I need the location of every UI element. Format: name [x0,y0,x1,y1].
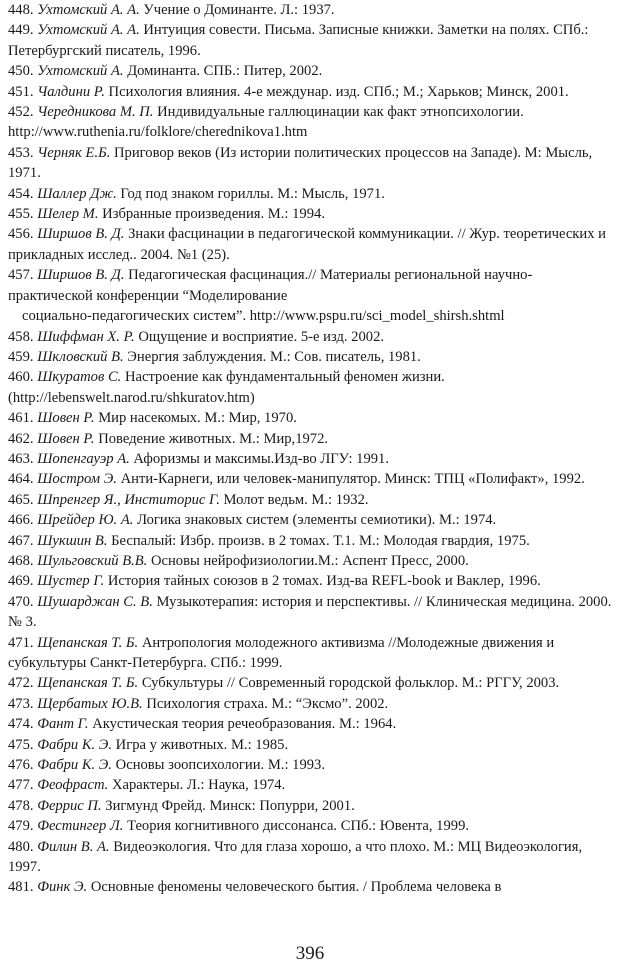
entry-author: Чередникова М. П. [37,104,154,121]
entry-author: Шелер М. [37,206,99,223]
entry-number: 457. [8,267,34,284]
bibliography-entry [8,775,612,795]
entry-author: Черняк Е.Б. [37,144,111,161]
entry-author: Филин В. А. [37,838,110,855]
entry-number: 462. [8,430,34,447]
entry-number: 473. [8,695,34,712]
bibliography-entry [8,184,612,204]
entry-author: Шаллер Дж. [37,185,117,202]
bibliography-entry [8,469,612,489]
entry-number: 448. [8,2,34,18]
entry-author: Шкуратов С. [37,369,122,386]
entry-text: Поведение животных. М.: Мир,1972. [98,430,329,447]
entry-number: 452. [8,104,34,121]
entry-author: Шкловский В. [37,348,124,365]
entry-number: 471. [8,634,34,651]
page-number: 396 [295,943,325,964]
entry-number: 459. [8,348,34,365]
entry-author: Финк Э. [37,879,88,896]
entry-text: Афоризмы и максимы.Изд-во ЛГУ: 1991. [133,450,389,467]
entry-text: Молот ведьм. М.: 1932. [223,491,369,508]
entry-number: 480. [8,838,34,855]
entry-number: 481. [8,879,34,896]
entry-author: Шустер Г. [37,573,105,590]
entry-text: Психология страха. М.: “Эксмо”. 2002. [146,695,389,712]
bibliography-entry [8,755,612,775]
entry-number: 453. [8,144,34,161]
entry-author: Фестингер Л. [37,818,124,835]
entry-number: 474. [8,716,34,733]
entry-author: Ширшов В. Д. [37,226,125,243]
entry-text: Музыкотерапия: история и перспективы. // Клиническая медицина. 2000. № 3. [8,593,612,631]
entry-number: 467. [8,532,34,549]
bibliography-entry [8,429,612,449]
entry-text: Антропология молодежного активизма //Молодежные движения и субкультуры Санкт-Петербурга. СПб.: 1999. [8,634,555,671]
entry-text: Интуиция совести. Письма. Записные книжки. Заметки на полях. СПб.: Петербургский писатель, 1996. [8,22,589,59]
bibliography-entry [8,143,612,184]
bibliography-entry [8,224,612,265]
entry-number: 478. [8,797,34,814]
entry-author: Шрейдер Ю. А. [37,512,134,529]
entry-author: Шушарджан С. В. [37,593,153,610]
entry-text: Учение о Доминанте. Л.: 1937. [143,2,335,18]
bibliography-entry [8,408,612,428]
entry-author: Фабри К. Э. [37,736,113,753]
entry-text: История тайных союзов в 2 томах. Изд-ва REFL-book и Ваклер, 1996. [107,573,541,590]
bibliography-entry [8,877,612,897]
entry-text: Основные феномены человеческого бытия. / Проблема человека в [90,879,502,896]
entry-author: Шовен Р. [37,430,95,447]
entry-text: Видеоэкология. Что для глаза хорошо, а что плохо. М.: МЦ Видеоэкология, 1997. [8,838,583,876]
entry-text: Акустическая теория речеобразования. М.: 1964. [92,716,397,733]
entry-author: Шовен Р. [37,410,95,427]
bibliography-entry [8,592,612,633]
entry-text: Основы зоопсихологии. М.: 1993. [115,757,326,774]
entry-number: 472. [8,675,34,692]
entry-author: Феофраст. [37,777,109,794]
entry-number: 455. [8,206,34,223]
entry-author: Ухтомский А. [37,63,124,80]
entry-number: 468. [8,552,34,569]
bibliography-list [8,0,612,898]
entry-text: Ощущение и восприятие. 5-е изд. 2002. [138,328,385,345]
entry-text: Логика знаковых систем (элементы семиотики). М.: 1974. [137,512,497,529]
bibliography-entry [8,816,612,836]
bibliography-entry [8,510,612,530]
bibliography-entry [8,367,612,408]
bibliography-entry [8,61,612,81]
entry-text: Настроение как фундаментальный феномен жизни. (http://lebenswelt.narod.ru/shkuratov.htm) [8,369,445,406]
entry-text: Психология влияния. 4-е междунар. изд. СПб.; М.; Харьков; Минск, 2001. [108,83,569,100]
entry-author: Щербатых Ю.В. [37,695,143,712]
entry-author: Щепанская Т. Б. [37,675,139,692]
entry-author: Ухтомский А. А. [37,2,140,18]
entry-number: 458. [8,328,34,345]
entry-number: 479. [8,818,34,835]
entry-text: Основы нейрофизиологии.М.: Аспент Пресс, 2000. [150,552,469,569]
bibliography-entry [8,449,612,469]
entry-text: Мир насекомых. М.: Мир, 1970. [98,410,297,427]
entry-text: Зигмунд Фрейд. Минск: Попурри, 2001. [105,797,355,814]
entry-number: 466. [8,512,34,529]
entry-author: Щепанская Т. Б. [37,634,139,651]
bibliography-entry [8,531,612,551]
bibliography-entry [8,20,612,61]
entry-author: Фабри К. Э. [37,757,113,774]
entry-number: 476. [8,757,34,774]
bibliography-entry [8,673,612,693]
entry-author: Шиффман Х. Р. [37,328,135,345]
entry-text: Индивидуальные галлюцинации как факт этнопсихологии. http://www.ruthenia.ru/folklore/cherednikova1.htm [8,104,524,141]
bibliography-entry [8,82,612,102]
bibliography-entry [8,837,612,878]
entry-number: 470. [8,593,34,610]
bibliography-entry [8,347,612,367]
entry-number: 460. [8,369,34,386]
bibliography-entry [8,694,612,714]
entry-author: Шульговский В.В. [37,552,148,569]
entry-text: Избранные произведения. М.: 1994. [102,206,325,223]
entry-number: 475. [8,736,34,753]
entry-text: Беспалый: Избр. произв. в 2 томах. Т.1. М.: Молодая гвардия, 1975. [111,532,530,549]
bibliography-entry [8,490,612,510]
bibliography-entry [8,571,612,591]
entry-author: Шостром Э. [37,471,117,488]
bibliography-entry [8,796,612,816]
entry-text: Теория когнитивного диссонанса. СПб.: Ювента, 1999. [127,818,470,835]
entry-author: Фант Г. [37,716,89,733]
entry-number: 454. [8,185,34,202]
bibliography-entry [8,265,612,326]
entry-text: Характеры. Л.: Наука, 1974. [111,777,286,794]
entry-author: Шопенгауэр А. [37,450,130,467]
entry-text-continued: социально-педагогических систем”. http://www.pspu.ru/sci_model_shirsh.shtml [22,308,505,325]
entry-text: Анти-Карнеги, или человек-манипулятор. Минск: ТПЦ «Полифакт», 1992. [120,471,585,488]
entry-author: Шукшин В. [37,532,108,549]
entry-text: Знаки фасцинации в педагогической коммуникации. // Жур. теоретических и прикладных исслед.. 2004. №1 (25). [8,226,606,263]
entry-text: Доминанта. СПБ.: Питер, 2002. [127,63,323,80]
entry-number: 449. [8,22,34,39]
entry-text: Энергия заблуждения. М.: Сов. писатель, 1981. [127,348,421,365]
entry-author: Шпренгер Я., Инститорис Г. [37,491,220,508]
bibliography-entry [8,735,612,755]
entry-number: 469. [8,573,34,590]
entry-text: Приговор веков (Из истории политических процессов на Западе). М: Мысль, 1971. [8,144,593,182]
bibliography-entry [8,714,612,734]
entry-author: Ширшов В. Д. [37,267,125,284]
entry-author: Феррис П. [37,797,102,814]
entry-author: Ухтомский А. А. [37,22,140,39]
entry-text: Субкультуры // Современный городской фольклор. М.: РГГУ, 2003. [141,675,560,692]
entry-author: Чалдини Р. [37,83,105,100]
bibliography-entry [8,102,612,143]
entry-text: Игра у животных. М.: 1985. [115,736,289,753]
entry-number: 464. [8,471,34,488]
entry-number: 477. [8,777,34,794]
entry-number: 465. [8,491,34,508]
entry-number: 450. [8,63,34,80]
entry-text: Год под знаком гориллы. М.: Мысль, 1971. [120,185,385,202]
bibliography-entry [8,551,612,571]
entry-number: 461. [8,410,34,427]
entry-text: Педагогическая фасцинация.// Материалы региональной научно-практической конференции “Моделирование [8,267,533,304]
bibliography-entry [8,327,612,347]
bibliography-entry [8,204,612,224]
bibliography-entry [8,633,612,674]
bibliography-entry [8,0,612,20]
entry-number: 451. [8,83,34,100]
entry-number: 463. [8,450,34,467]
entry-number: 456. [8,226,34,243]
